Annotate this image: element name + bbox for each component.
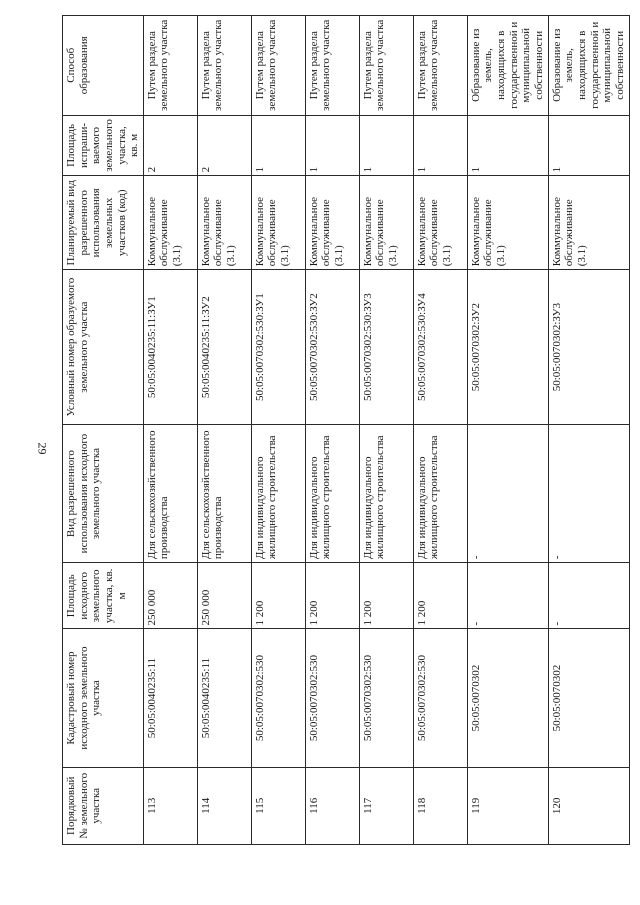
cell-source-cadastral-number: 50:05:0070302: [548, 629, 629, 767]
cell-requested-area: 2: [197, 115, 251, 176]
cell-plot-number: 120: [548, 767, 629, 844]
table-row: [467, 16, 548, 845]
cell-conditional-number: 50:05:0070302:530:ЗУ2: [305, 270, 359, 425]
cell-source-permitted-use: Для индивидуального жилищного строительства: [413, 425, 467, 563]
cell-planned-use: Коммунальное обслуживание (3.1): [143, 176, 197, 270]
cell-formation-method: Путем раздела земельного участка: [305, 16, 359, 116]
cell-source-permitted-use: -: [548, 425, 629, 563]
cell-requested-area: 1: [548, 115, 629, 176]
cell-formation-method: Путем раздела земельного участка: [359, 16, 413, 116]
cell-conditional-number: 50:05:0070302:530:ЗУ3: [359, 270, 413, 425]
cell-planned-use: Коммунальное обслуживание (3.1): [548, 176, 629, 270]
cell-formation-method: Образование из земель, находящихся в государственной и муниципальной собственности: [548, 16, 629, 116]
land-plot-table: [62, 15, 630, 845]
cell-plot-number: 119: [467, 767, 548, 844]
table-row: [413, 16, 467, 845]
table-row: [251, 16, 305, 845]
page-number: 29: [35, 442, 50, 455]
cell-source-cadastral-number: 50:05:0070302:530: [305, 629, 359, 767]
header-source-cadastral-number: Кадастровый номер исходного земельного участка: [63, 629, 144, 767]
table-row: [197, 16, 251, 845]
cell-source-area: 1 200: [251, 563, 305, 629]
cell-conditional-number: 50:05:0070302:530:ЗУ4: [413, 270, 467, 425]
cell-source-cadastral-number: 50:05:0040235:11: [197, 629, 251, 767]
cell-conditional-number: 50:05:0070302:ЗУ3: [548, 270, 629, 425]
cell-formation-method: Путем раздела земельного участка: [413, 16, 467, 116]
table-row: [305, 16, 359, 845]
cell-plot-number: 117: [359, 767, 413, 844]
cell-source-area: 250 000: [197, 563, 251, 629]
cell-requested-area: 2: [143, 115, 197, 176]
cell-source-area: -: [548, 563, 629, 629]
cell-formation-method: Путем раздела земельного участка: [197, 16, 251, 116]
cell-conditional-number: 50:05:0070302:ЗУ2: [467, 270, 548, 425]
header-plot-number: Порядковый № земельного участка: [63, 767, 144, 844]
cell-formation-method: Путем раздела земельного участка: [143, 16, 197, 116]
cell-source-permitted-use: Для индивидуального жилищного строительства: [305, 425, 359, 563]
header-source-permitted-use: Вид разрешенного использования исходного земельного участка: [63, 425, 144, 563]
cell-formation-method: Образование из земель, находящихся в государственной и муниципальной собственности: [467, 16, 548, 116]
cell-source-permitted-use: Для сельскохозяйственного производства: [143, 425, 197, 563]
table-row: [359, 16, 413, 845]
cell-source-area: 1 200: [359, 563, 413, 629]
header-formation-method: Способ образования: [63, 16, 144, 116]
table-header-row: [63, 16, 144, 845]
header-planned-use: Планируемый вид разрешенного использования земельных участков (код): [63, 176, 144, 270]
cell-planned-use: Коммунальное обслуживание (3.1): [359, 176, 413, 270]
cell-source-area: -: [467, 563, 548, 629]
cell-plot-number: 115: [251, 767, 305, 844]
cell-planned-use: Коммунальное обслуживание (3.1): [305, 176, 359, 270]
cell-source-area: 1 200: [305, 563, 359, 629]
header-conditional-number: Условный номер образуемого земельного участка: [63, 270, 144, 425]
cell-source-cadastral-number: 50:05:0070302:530: [413, 629, 467, 767]
table-row: [548, 16, 629, 845]
cell-planned-use: Коммунальное обслуживание (3.1): [467, 176, 548, 270]
cell-source-area: 1 200: [413, 563, 467, 629]
cell-conditional-number: 50:05:0040235:11:ЗУ1: [143, 270, 197, 425]
cell-requested-area: 1: [305, 115, 359, 176]
cell-source-cadastral-number: 50:05:0070302:530: [359, 629, 413, 767]
cell-source-permitted-use: Для сельскохозяйственного производства: [197, 425, 251, 563]
cell-source-permitted-use: Для индивидуального жилищного строительства: [251, 425, 305, 563]
cell-source-cadastral-number: 50:05:0070302: [467, 629, 548, 767]
table-row: [143, 16, 197, 845]
cell-planned-use: Коммунальное обслуживание (3.1): [197, 176, 251, 270]
cell-conditional-number: 50:05:0040235:11:ЗУ2: [197, 270, 251, 425]
header-requested-area: Площадь испраши-ваемого земельного участка, кв. м: [63, 115, 144, 176]
cell-source-cadastral-number: 50:05:0070302:530: [251, 629, 305, 767]
cell-planned-use: Коммунальное обслуживание (3.1): [251, 176, 305, 270]
header-source-area: Площадь исходного земельного участка, кв. м: [63, 563, 144, 629]
cell-requested-area: 1: [251, 115, 305, 176]
cell-planned-use: Коммунальное обслуживание (3.1): [413, 176, 467, 270]
cell-formation-method: Путем раздела земельного участка: [251, 16, 305, 116]
cell-plot-number: 116: [305, 767, 359, 844]
cell-source-cadastral-number: 50:05:0040235:11: [143, 629, 197, 767]
cell-requested-area: 1: [359, 115, 413, 176]
cell-plot-number: 114: [197, 767, 251, 844]
cell-plot-number: 118: [413, 767, 467, 844]
cell-plot-number: 113: [143, 767, 197, 844]
cell-requested-area: 1: [413, 115, 467, 176]
cell-conditional-number: 50:05:0070302:530:ЗУ1: [251, 270, 305, 425]
cell-source-area: 250 000: [143, 563, 197, 629]
cell-source-permitted-use: -: [467, 425, 548, 563]
cell-requested-area: 1: [467, 115, 548, 176]
cell-source-permitted-use: Для индивидуального жилищного строительства: [359, 425, 413, 563]
land-plot-table-sheet: [62, 15, 626, 845]
